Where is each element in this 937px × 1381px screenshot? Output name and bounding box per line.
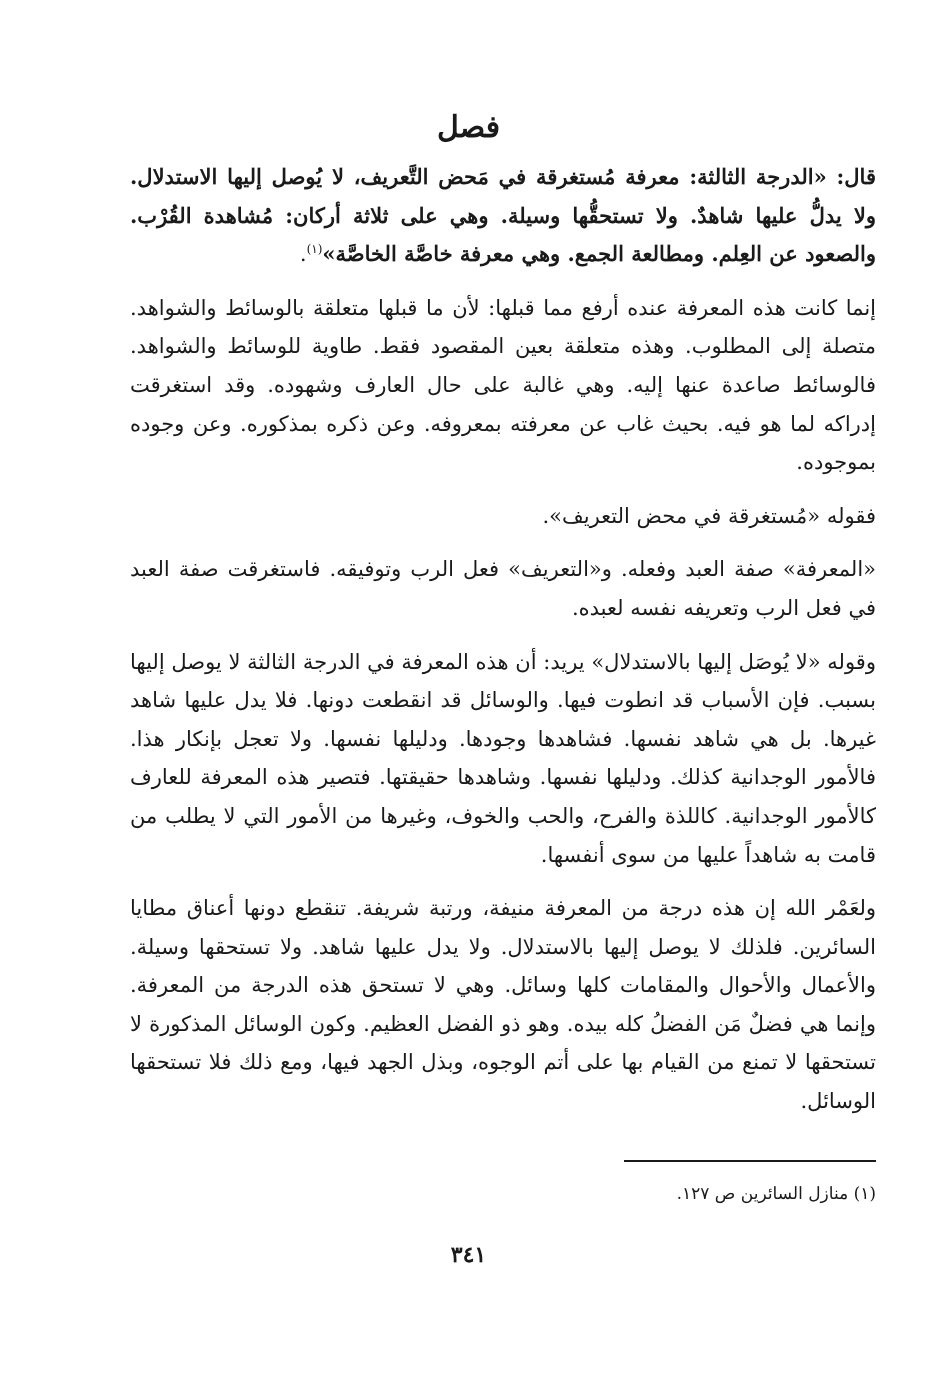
quote-end: . bbox=[299, 242, 307, 267]
body-text bbox=[130, 158, 876, 1121]
footnote: (١) منازل السائرين ص ١٢٧. bbox=[676, 1184, 876, 1204]
section-heading: فصل bbox=[436, 110, 501, 145]
paragraph-5: وقوله «لا يُوصَل إليها بالاستدلال» يريد: أن هذه المعرفة في الدرجة الثالثة لا يوصل إليها بسبب. فإن الأسباب قد انطوت فيها. والوسائل قد انقطعت دونها. فلا يدل عليها شاهد غيرها. بل هي شاهد نفسها. فشاهدها وجودها. ودليلها نفسها. ولا تعجل بإنكار هذا. فالأمور الوجدانية كذلك. ودليلها نفسها. وشاهدها حقيقتها. فتصير هذه المعرفة للعارف كالأمور الوجدانية. كاللذة والفرح، والحب والخوف، وغيرها من الأمور التي لا يطلب من قامت به شاهداً عليها من سوى أنفسها. bbox=[130, 649, 876, 867]
paragraph-2: إنما كانت هذه المعرفة عنده أرفع مما قبلها: لأن ما قبلها متعلقة بالوسائط والشواهد. متصلة إلى المطلوب. وهذه متعلقة بعين المقصود فقط. طاوية للوسائط والشواهد. فالوسائط صاعدة عنها إليه. وهي غالبة على حال العارف وشهوده. وقد استغرقت إدراكه لما هو فيه. بحيث غاب عن معرفته بمعروفه. وعن ذكره بمذكوره. وعن وجوده بموجوده. bbox=[130, 295, 876, 475]
footnote-divider bbox=[624, 1160, 876, 1162]
paragraph-6: ولعَمْر الله إن هذه درجة من المعرفة منيفة، ورتبة شريفة. تنقطع دونها أعناق مطايا السائرين. فلذلك لا يوصل إليها بالاستدلال. ولا يدل عليها شاهد. ولا تستحقها وسيلة. والأعمال والأحوال والمقامات كلها وسائل. وهي لا تستحق هذه الدرجة من المعرفة. وإنما هي فضلٌ مَن الفضلُ كله بيده. وهو ذو الفضل العظيم. وكون الوسائل المذكورة لا تستحقها لا تمنع من القيام بها على أتم الوجوه، وبذل الجهد فيها، ومع ذلك فلا تستحقها الوسائل. bbox=[130, 896, 876, 1114]
quoted-text: قال: «الدرجة الثالثة: معرفة مُستغرقة في مَحض التَّعريف، لا يُوصل إليها الاستدلال. ولا يدلُّ عليها شاهدٌ. ولا تستحقُّها وسيلة. وهي على ثلاثة أركان: مُشاهدة القُرْب. والصعود عن العِلم. ومطالعة الجمع. وهي معرفة خاصَّة الخاصَّة» bbox=[130, 164, 876, 267]
page-number: ٣٤١ bbox=[450, 1242, 487, 1268]
quote-paragraph bbox=[130, 158, 876, 274]
paragraph-3: فقوله «مُستغرقة في محض التعريف». bbox=[542, 503, 876, 528]
footnote-reference: (١) bbox=[306, 242, 323, 257]
paragraph-4: «المعرفة» صفة العبد وفعله. و«التعريف» فعل الرب وتوفيقه. فاستغرقت صفة العبد في فعل الرب وتعريفه نفسه لعبده. bbox=[130, 557, 876, 620]
